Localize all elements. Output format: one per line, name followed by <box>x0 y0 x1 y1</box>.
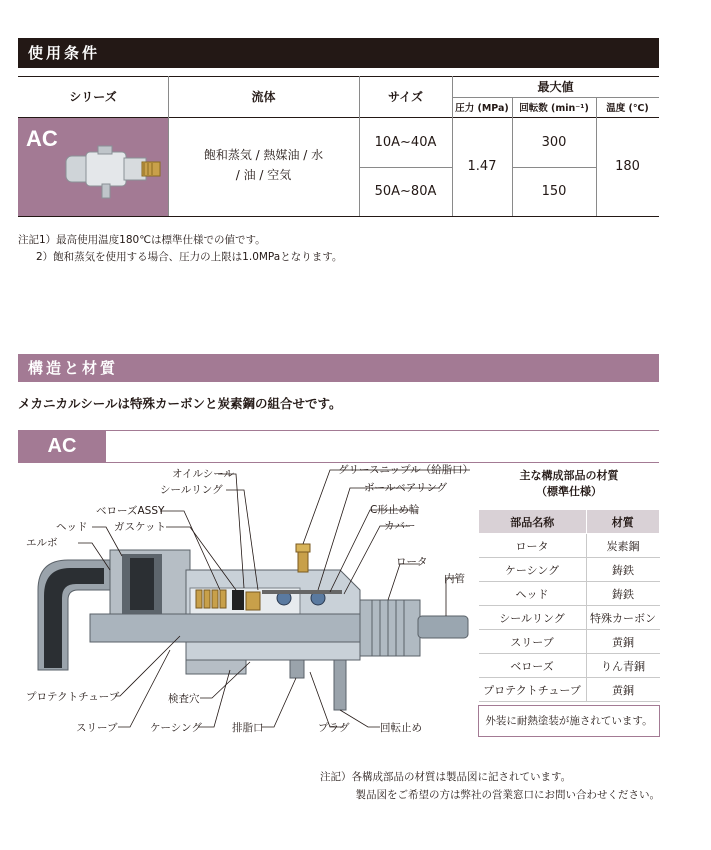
table-row <box>479 606 660 630</box>
footnote-1: 注記）各構成部品の材質は製品図に記されています。 <box>320 771 572 783</box>
header-series: シリーズ <box>69 90 117 104</box>
material-name: 鋳鉄 <box>586 558 660 582</box>
fluid-line-2: / 油 / 空気 <box>235 167 292 182</box>
header-size: サイズ <box>387 90 424 104</box>
header-pressure: 圧力 (MPa) <box>455 103 509 114</box>
label-inspection-hole: 検査穴 <box>168 693 200 705</box>
part-name: ケーシング <box>479 558 587 582</box>
label-gasket: ガスケット <box>114 521 166 533</box>
header-max-value: 最大値 <box>537 80 574 94</box>
table-row <box>479 678 660 702</box>
label-casing: ケーシング <box>150 722 202 734</box>
series-label: AC <box>26 126 58 151</box>
table-row <box>479 534 660 558</box>
pressure-value: 1.47 <box>467 159 497 174</box>
header-fluid: 流体 <box>251 90 276 104</box>
material-name: 特殊カーボン <box>586 606 660 630</box>
structure-section-title: 構造と材質 <box>18 354 659 382</box>
conditions-section-title: 使用条件 <box>18 38 659 68</box>
material-name: りん青銅 <box>586 654 660 678</box>
table-bottom-rule <box>18 216 659 217</box>
table-row <box>479 654 660 678</box>
label-rotation-stop: 回転止め <box>380 722 422 734</box>
condition-note-1: 注記1）最高使用温度180℃は標準仕様での値です。 <box>18 234 266 246</box>
label-head: ヘッド <box>56 521 88 533</box>
material-name: 黄銅 <box>586 630 660 654</box>
table-row <box>479 558 660 582</box>
header-temperature: 温度 (℃) <box>606 103 649 114</box>
materials-table <box>478 509 660 702</box>
materials-title-line2: （標準仕様） <box>536 485 602 498</box>
size-1: 10A~40A <box>374 134 437 150</box>
label-seal-ring: シールリング <box>160 484 223 496</box>
label-rotor: ロータ <box>396 556 428 568</box>
label-protect-tube: プロテクトチューブ <box>26 691 120 703</box>
label-cover: カバー <box>384 520 416 532</box>
materials-title <box>478 468 660 500</box>
label-bellows-assy: ベローズASSY <box>96 505 165 517</box>
material-name: 黄銅 <box>586 678 660 702</box>
materials-header-part: 部品名称 <box>479 510 587 534</box>
label-oil-seal: オイルシール <box>172 468 235 480</box>
header-rotation: 回転数 (min⁻¹) <box>519 103 589 114</box>
rotation-value-1: 300 <box>541 134 567 150</box>
label-ball-bearing: ボールベアリング <box>364 482 448 494</box>
label-c-ring: C形止め輪 <box>370 504 420 516</box>
conditions-table <box>18 76 659 216</box>
part-name: シールリング <box>479 606 587 630</box>
part-name: ロータ <box>479 534 587 558</box>
part-name: スリーブ <box>479 630 587 654</box>
label-inner-pipe: 内管 <box>444 573 465 585</box>
coating-note: 外装に耐熱塗装が施されています。 <box>478 705 660 737</box>
part-name: ヘッド <box>479 582 587 606</box>
label-drain: 排脂口 <box>232 722 264 734</box>
table-row <box>479 582 660 606</box>
size-2: 50A~80A <box>374 184 437 199</box>
ac-tab: AC <box>18 430 106 462</box>
material-name: 鋳鉄 <box>586 582 660 606</box>
footnote-2: 製品図をご希望の方は弊社の営業窓口にお問い合わせください。 <box>355 789 660 801</box>
condition-note-2: 2）飽和蒸気を使用する場合、圧力の上限は1.0MPaとなります。 <box>36 251 343 263</box>
materials-title-line1: 主な構成部品の材質 <box>519 469 619 482</box>
label-elbow: エルボ <box>26 537 58 549</box>
rotation-value-2: 150 <box>541 184 567 199</box>
tab-rule <box>106 430 659 431</box>
label-grease-nipple: グリースニップル（給脂口） <box>338 464 474 476</box>
label-plug: プラグ <box>318 722 350 734</box>
fluid-line-1: 飽和蒸気 / 熱媒油 / 水 <box>203 147 324 162</box>
materials-header-material: 材質 <box>586 510 660 534</box>
part-name: プロテクトチューブ <box>479 678 587 702</box>
material-name: 炭素鋼 <box>586 534 660 558</box>
label-sleeve: スリーブ <box>76 722 118 734</box>
temperature-value: 180 <box>615 159 640 174</box>
rotary-joint-thumbnail-icon <box>62 136 166 210</box>
part-name: ベローズ <box>479 654 587 678</box>
structure-subtitle: メカニカルシールは特殊カーボンと炭素鋼の組合せです。 <box>18 396 342 411</box>
table-row <box>479 630 660 654</box>
